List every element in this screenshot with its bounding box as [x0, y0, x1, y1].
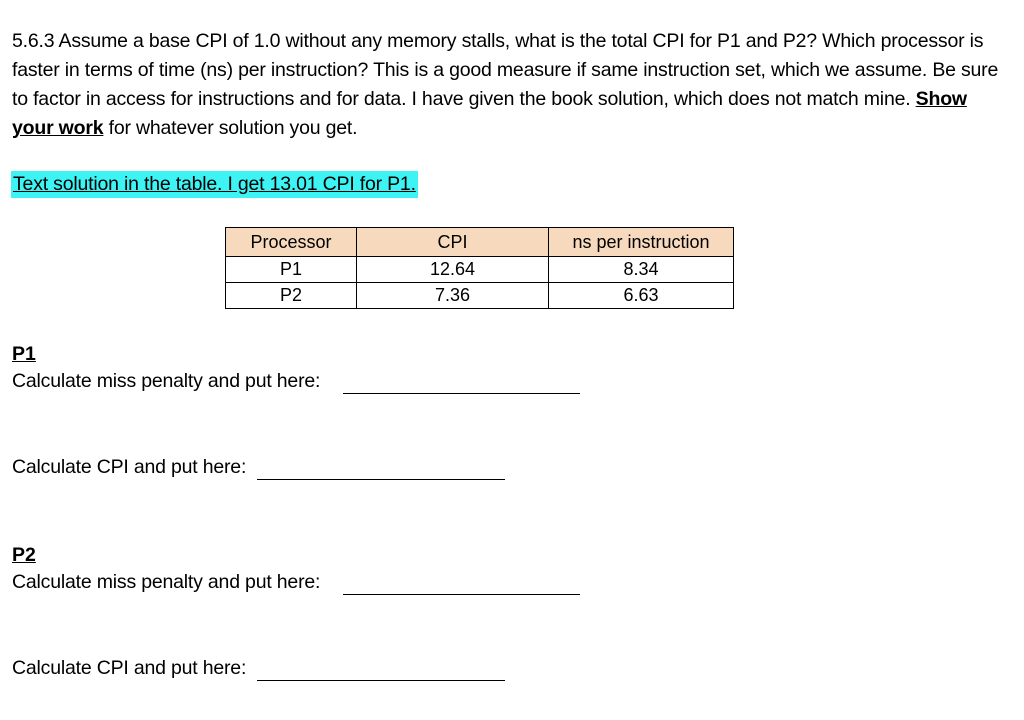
cell-cpi: 12.64: [357, 257, 549, 283]
p1-cpi-prompt: Calculate CPI and put here:: [12, 456, 247, 478]
p2-cpi-blank[interactable]: [257, 680, 505, 681]
p1-heading: P1: [12, 343, 36, 365]
table-header-row: [226, 228, 734, 257]
cell-ns: 6.63: [549, 283, 734, 309]
table-row: [226, 257, 734, 283]
cell-processor: P2: [226, 283, 357, 309]
question-text: [12, 27, 1002, 143]
cell-cpi: 7.36: [357, 283, 549, 309]
header-ns-per-instruction: ns per instruction: [549, 228, 734, 257]
p2-cpi-prompt: Calculate CPI and put here:: [12, 657, 247, 679]
p2-heading: P2: [12, 544, 36, 566]
p1-miss-penalty-prompt: Calculate miss penalty and put here:: [12, 370, 321, 392]
solution-table: [225, 227, 734, 309]
p2-miss-penalty-prompt: Calculate miss penalty and put here:: [12, 571, 321, 593]
question-body: 5.6.3 Assume a base CPI of 1.0 without any memory stalls, what is the total CPI for P1 and P2? Which processor is faster in terms of time (ns) per instruction? This is a good measure if same instruction set, which we assume. Be sure to factor in access for instructions and for data. I have given the book solution, which does not match mine.: [12, 30, 999, 110]
header-cpi: CPI: [357, 228, 549, 257]
question-emphasis: Show your work: [12, 88, 967, 139]
table-row: [226, 283, 734, 309]
cell-ns: 8.34: [549, 257, 734, 283]
p1-miss-penalty-blank[interactable]: [343, 393, 580, 394]
highlighted-note: Text solution in the table. I get 13.01 CPI for P1.: [11, 171, 418, 198]
p1-cpi-blank[interactable]: [257, 479, 505, 480]
header-processor: Processor: [226, 228, 357, 257]
p2-miss-penalty-blank[interactable]: [343, 594, 580, 595]
cell-processor: P1: [226, 257, 357, 283]
question-ending: for whatever solution you get.: [103, 117, 358, 139]
